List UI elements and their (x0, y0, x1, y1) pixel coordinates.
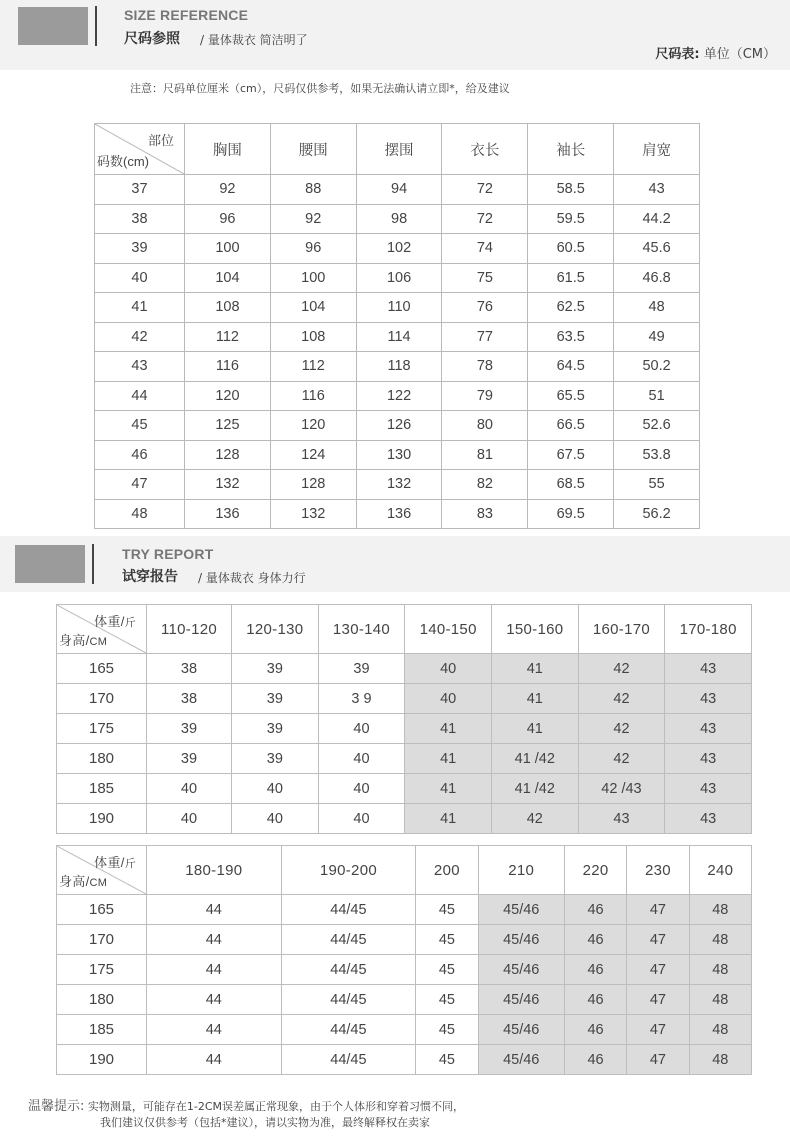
size-header-cell: 摆围 (356, 124, 442, 175)
try-table-corner (57, 605, 147, 654)
row-label-cell: 190 (57, 1045, 147, 1075)
size-subtitle: / 量体裁衣 简洁明了 (200, 33, 308, 47)
try-table-row (57, 1045, 752, 1075)
row-label-cell: 39 (95, 234, 185, 264)
value-cell: 63.5 (528, 322, 614, 352)
value-cell: 68.5 (528, 470, 614, 500)
value-cell: 98 (356, 204, 442, 234)
value-cell: 44 (147, 925, 282, 955)
value-cell: 106 (356, 263, 442, 293)
row-label-cell: 170 (57, 684, 147, 714)
unit-value: 单位（CM） (703, 47, 776, 62)
value-cell: 66.5 (528, 411, 614, 441)
value-cell: 44/45 (281, 985, 416, 1015)
corner-height-label (59, 630, 107, 649)
corner-weight-label (94, 852, 136, 871)
unit-line (655, 43, 776, 62)
value-cell: 45/46 (478, 895, 564, 925)
value-cell: 132 (270, 499, 356, 529)
value-cell: 53.8 (614, 440, 700, 470)
size-header-cell: 袖长 (528, 124, 614, 175)
value-cell: 41 /42 (491, 774, 578, 804)
value-cell: 100 (185, 234, 271, 264)
weight-header-cell: 160-170 (578, 605, 665, 654)
size-table-row (95, 234, 700, 264)
value-cell: 81 (442, 440, 528, 470)
value-cell: 48 (689, 985, 751, 1015)
value-cell: 39 (147, 714, 232, 744)
value-cell: 40 (147, 774, 232, 804)
value-cell: 48 (689, 895, 751, 925)
value-cell: 80 (442, 411, 528, 441)
unit-label: 尺码表: (655, 47, 700, 62)
corner-height-unit: CM (89, 636, 108, 648)
value-cell: 72 (442, 204, 528, 234)
row-label-cell: 170 (57, 925, 147, 955)
value-cell: 102 (356, 234, 442, 264)
value-cell: 44 (147, 1045, 282, 1075)
value-cell: 96 (270, 234, 356, 264)
try-table-corner (57, 846, 147, 895)
try-table-row (57, 985, 752, 1015)
size-header-cell: 腰围 (270, 124, 356, 175)
value-cell: 43 (665, 744, 752, 774)
value-cell: 116 (270, 381, 356, 411)
value-cell: 49 (614, 322, 700, 352)
value-cell: 104 (270, 293, 356, 323)
value-cell: 46.8 (614, 263, 700, 293)
value-cell: 46 (564, 895, 626, 925)
value-cell: 46 (564, 1045, 626, 1075)
size-table-row (95, 293, 700, 323)
value-cell: 118 (356, 352, 442, 382)
value-cell: 62.5 (528, 293, 614, 323)
value-cell: 136 (185, 499, 271, 529)
value-cell: 83 (442, 499, 528, 529)
value-cell: 45/46 (478, 1015, 564, 1045)
corner-weight-label (94, 611, 136, 630)
value-cell: 41 (405, 714, 492, 744)
value-cell: 3 9 (318, 684, 405, 714)
value-cell: 44 (147, 1015, 282, 1045)
try-table-1 (56, 604, 752, 834)
row-label-cell: 42 (95, 322, 185, 352)
try-table-row (57, 744, 752, 774)
value-cell: 43 (665, 774, 752, 804)
value-cell: 40 (318, 714, 405, 744)
row-label-cell: 41 (95, 293, 185, 323)
value-cell: 128 (185, 440, 271, 470)
value-cell: 44.2 (614, 204, 700, 234)
size-table-row (95, 440, 700, 470)
value-cell: 41 (405, 744, 492, 774)
weight-header-cell: 190-200 (281, 846, 416, 895)
value-cell: 42 (491, 804, 578, 834)
value-cell: 108 (185, 293, 271, 323)
row-label-cell: 190 (57, 804, 147, 834)
value-cell: 47 (627, 1015, 689, 1045)
tips-label: 温馨提示: (28, 1099, 85, 1114)
row-label-cell: 165 (57, 895, 147, 925)
row-label-cell: 37 (95, 175, 185, 205)
value-cell: 112 (270, 352, 356, 382)
size-header-cell: 胸围 (185, 124, 271, 175)
corner-height-label (59, 871, 107, 890)
value-cell: 39 (232, 744, 319, 774)
value-cell: 130 (356, 440, 442, 470)
tips (28, 1099, 464, 1131)
value-cell: 100 (270, 263, 356, 293)
row-label-cell: 47 (95, 470, 185, 500)
value-cell: 48 (689, 925, 751, 955)
value-cell: 136 (356, 499, 442, 529)
size-notice: 注意：尺码单位厘米（cm），尺码仅供参考，如果无法确认请立即*，给及建议 (130, 82, 510, 95)
value-cell: 108 (270, 322, 356, 352)
value-cell: 74 (442, 234, 528, 264)
value-cell: 42 (578, 684, 665, 714)
size-table-row (95, 470, 700, 500)
size-table-row (95, 175, 700, 205)
value-cell: 47 (627, 1045, 689, 1075)
try-title-en: TRY REPORT (122, 546, 214, 562)
value-cell: 43 (665, 684, 752, 714)
value-cell: 48 (689, 955, 751, 985)
value-cell: 45 (416, 895, 478, 925)
value-cell: 40 (405, 654, 492, 684)
value-cell: 47 (627, 955, 689, 985)
value-cell: 43 (665, 804, 752, 834)
value-cell: 47 (627, 925, 689, 955)
weight-header-cell: 230 (627, 846, 689, 895)
size-table-row (95, 499, 700, 529)
value-cell: 41 (405, 774, 492, 804)
value-cell: 44/45 (281, 955, 416, 985)
value-cell: 47 (627, 985, 689, 1015)
weight-header-cell: 110-120 (147, 605, 232, 654)
value-cell: 124 (270, 440, 356, 470)
value-cell: 78 (442, 352, 528, 382)
value-cell: 46 (564, 925, 626, 955)
value-cell: 59.5 (528, 204, 614, 234)
weight-header-cell: 170-180 (665, 605, 752, 654)
value-cell: 60.5 (528, 234, 614, 264)
size-table-row (95, 263, 700, 293)
value-cell: 39 (232, 684, 319, 714)
try-table-row (57, 774, 752, 804)
value-cell: 64.5 (528, 352, 614, 382)
value-cell: 40 (405, 684, 492, 714)
corner-weight-unit: 斤 (124, 858, 136, 870)
weight-header-cell: 140-150 (405, 605, 492, 654)
value-cell: 45/46 (478, 1045, 564, 1075)
try-header-block (15, 545, 85, 583)
value-cell: 132 (356, 470, 442, 500)
size-table-header-row (95, 124, 700, 175)
row-label-cell: 175 (57, 714, 147, 744)
row-label-cell: 38 (95, 204, 185, 234)
value-cell: 77 (442, 322, 528, 352)
corner-weight-unit: 斤 (124, 617, 136, 629)
try-table-header-row (57, 846, 752, 895)
value-cell: 42 /43 (578, 774, 665, 804)
size-table-body (95, 175, 700, 529)
size-header-block (18, 7, 88, 45)
row-label-cell: 180 (57, 985, 147, 1015)
value-cell: 45/46 (478, 925, 564, 955)
try-table-2 (56, 845, 752, 1075)
try-table-row (57, 804, 752, 834)
value-cell: 41 (491, 654, 578, 684)
value-cell: 112 (185, 322, 271, 352)
try-table-row (57, 895, 752, 925)
size-table-row (95, 381, 700, 411)
value-cell: 120 (185, 381, 271, 411)
weight-header-cell: 210 (478, 846, 564, 895)
value-cell: 126 (356, 411, 442, 441)
weight-header-cell: 130-140 (318, 605, 405, 654)
value-cell: 39 (147, 744, 232, 774)
value-cell: 75 (442, 263, 528, 293)
row-label-cell: 45 (95, 411, 185, 441)
value-cell: 82 (442, 470, 528, 500)
value-cell: 44/45 (281, 925, 416, 955)
value-cell: 41 (405, 804, 492, 834)
row-label-cell: 44 (95, 381, 185, 411)
value-cell: 94 (356, 175, 442, 205)
corner-height-unit: CM (89, 877, 108, 889)
value-cell: 56.2 (614, 499, 700, 529)
value-cell: 122 (356, 381, 442, 411)
row-label-cell: 165 (57, 654, 147, 684)
try-table-row (57, 1015, 752, 1045)
value-cell: 42 (578, 714, 665, 744)
value-cell: 52.6 (614, 411, 700, 441)
row-label-cell: 180 (57, 744, 147, 774)
row-label-cell: 175 (57, 955, 147, 985)
corner-height-text: 身高/ (59, 874, 90, 889)
try-table-row (57, 714, 752, 744)
try-table-row (57, 955, 752, 985)
weight-header-cell: 200 (416, 846, 478, 895)
row-label-cell: 185 (57, 774, 147, 804)
weight-header-cell: 240 (689, 846, 751, 895)
value-cell: 39 (232, 654, 319, 684)
value-cell: 61.5 (528, 263, 614, 293)
value-cell: 50.2 (614, 352, 700, 382)
value-cell: 92 (270, 204, 356, 234)
row-label-cell: 48 (95, 499, 185, 529)
value-cell: 104 (185, 263, 271, 293)
corner-bottom-label: 码数(cm) (97, 154, 149, 169)
value-cell: 40 (318, 744, 405, 774)
size-table-row (95, 352, 700, 382)
try-table-row (57, 925, 752, 955)
value-cell: 48 (689, 1015, 751, 1045)
value-cell: 44/45 (281, 1045, 416, 1075)
weight-header-cell: 180-190 (147, 846, 282, 895)
size-header-divider (95, 6, 97, 46)
try-header-band (0, 536, 790, 592)
value-cell: 40 (318, 804, 405, 834)
weight-header-cell: 120-130 (232, 605, 319, 654)
value-cell: 128 (270, 470, 356, 500)
value-cell: 65.5 (528, 381, 614, 411)
value-cell: 43 (614, 175, 700, 205)
value-cell: 44/45 (281, 895, 416, 925)
value-cell: 114 (356, 322, 442, 352)
value-cell: 116 (185, 352, 271, 382)
value-cell: 40 (147, 804, 232, 834)
size-table-row (95, 322, 700, 352)
value-cell: 45 (416, 1045, 478, 1075)
size-table-row (95, 204, 700, 234)
row-label-cell: 46 (95, 440, 185, 470)
value-cell: 44/45 (281, 1015, 416, 1045)
value-cell: 40 (232, 774, 319, 804)
weight-header-cell: 150-160 (491, 605, 578, 654)
value-cell: 42 (578, 654, 665, 684)
value-cell: 48 (614, 293, 700, 323)
try-table-header-row (57, 605, 752, 654)
value-cell: 43 (665, 654, 752, 684)
value-cell: 125 (185, 411, 271, 441)
try-table-row (57, 654, 752, 684)
corner-weight-text: 体重/ (94, 614, 125, 629)
weight-header-cell: 220 (564, 846, 626, 895)
size-title-en: SIZE REFERENCE (124, 7, 249, 23)
try-subtitle: / 量体裁衣 身体力行 (198, 571, 306, 585)
value-cell: 69.5 (528, 499, 614, 529)
value-cell: 92 (185, 175, 271, 205)
row-label-cell: 43 (95, 352, 185, 382)
corner-weight-text: 体重/ (94, 855, 125, 870)
tips-line-2: 我们建议仅供参考（包括*建议），请以实物为准，最终解释权在卖家 (100, 1116, 430, 1129)
try-title-cn: 试穿报告 (122, 569, 178, 585)
value-cell: 45.6 (614, 234, 700, 264)
row-label-cell: 40 (95, 263, 185, 293)
value-cell: 76 (442, 293, 528, 323)
try-header-divider (92, 544, 94, 584)
row-label-cell: 185 (57, 1015, 147, 1045)
try-table-2-body (57, 895, 752, 1075)
value-cell: 40 (318, 774, 405, 804)
try-table-row (57, 684, 752, 714)
value-cell: 39 (232, 714, 319, 744)
value-cell: 45 (416, 955, 478, 985)
value-cell: 45 (416, 1015, 478, 1045)
try-table-1-body (57, 654, 752, 834)
value-cell: 41 (491, 684, 578, 714)
corner-height-text: 身高/ (59, 633, 90, 648)
value-cell: 72 (442, 175, 528, 205)
size-header-cell: 肩宽 (614, 124, 700, 175)
value-cell: 43 (665, 714, 752, 744)
value-cell: 79 (442, 381, 528, 411)
value-cell: 45/46 (478, 955, 564, 985)
corner-top-label: 部位 (147, 133, 174, 148)
value-cell: 51 (614, 381, 700, 411)
value-cell: 44 (147, 955, 282, 985)
size-table (94, 123, 700, 529)
value-cell: 48 (689, 1045, 751, 1075)
value-cell: 44 (147, 985, 282, 1015)
value-cell: 45 (416, 925, 478, 955)
value-cell: 39 (318, 654, 405, 684)
value-cell: 41 (491, 714, 578, 744)
value-cell: 46 (564, 1015, 626, 1045)
size-table-row (95, 411, 700, 441)
value-cell: 55 (614, 470, 700, 500)
value-cell: 58.5 (528, 175, 614, 205)
value-cell: 44 (147, 895, 282, 925)
value-cell: 46 (564, 955, 626, 985)
size-header-cell: 衣长 (442, 124, 528, 175)
value-cell: 43 (578, 804, 665, 834)
value-cell: 42 (578, 744, 665, 774)
value-cell: 46 (564, 985, 626, 1015)
value-cell: 110 (356, 293, 442, 323)
value-cell: 38 (147, 684, 232, 714)
value-cell: 47 (627, 895, 689, 925)
value-cell: 41 /42 (491, 744, 578, 774)
value-cell: 88 (270, 175, 356, 205)
tips-line-1: 实物测量，可能存在1-2CM误差属正常现象，由于个人体形和穿着习惯不同， (87, 1100, 465, 1113)
value-cell: 45/46 (478, 985, 564, 1015)
size-title-cn: 尺码参照 (124, 31, 180, 47)
value-cell: 45 (416, 985, 478, 1015)
size-table-corner (95, 124, 185, 175)
value-cell: 132 (185, 470, 271, 500)
value-cell: 67.5 (528, 440, 614, 470)
value-cell: 38 (147, 654, 232, 684)
value-cell: 40 (232, 804, 319, 834)
value-cell: 120 (270, 411, 356, 441)
value-cell: 96 (185, 204, 271, 234)
